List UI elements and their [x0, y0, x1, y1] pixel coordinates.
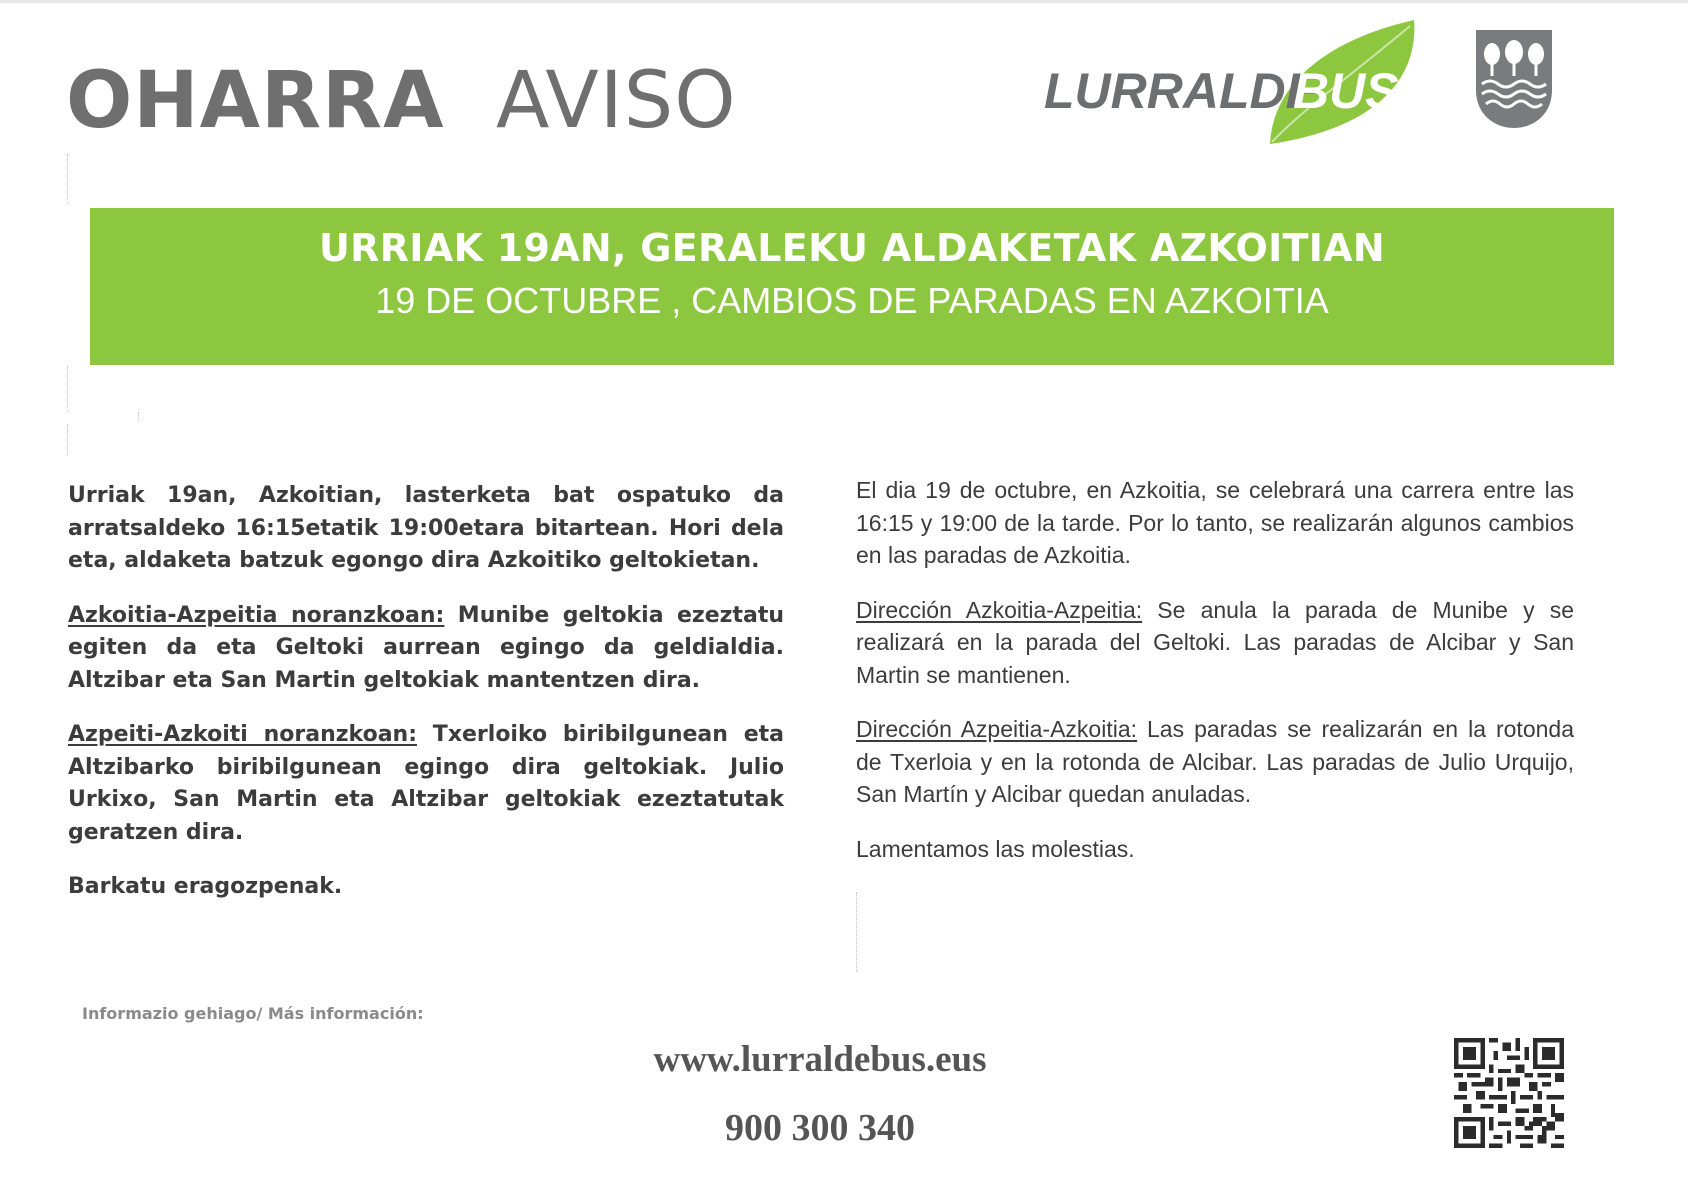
website-link[interactable]: www.lurraldebus.eus: [653, 1039, 987, 1080]
basque-direction-1-text: Munibe geltokia ezeztatu egiten da eta Geltoki aurrean egingo da geldialdia. Altzibar eta San Martin geltokiak mantentzen dira.: [68, 602, 784, 693]
phone-number: 900 300 340: [725, 1107, 915, 1149]
spanish-column: [856, 474, 1574, 887]
spanish-direction-1: [856, 594, 1574, 692]
basque-direction-1-label: Azkoitia-Azpeitia noranzkoan:: [68, 602, 445, 628]
top-rule: [0, 0, 1688, 3]
spanish-apology: Lamentamos las molestias.: [856, 835, 1135, 862]
spanish-direction-2-text: Las paradas se realizarán en la rotonda de Txerloia y en la rotonda de Alcibar. Las paradas de Julio Urquijo, San Martín y Alcibar quedan anuladas.: [856, 716, 1574, 807]
basque-intro: Urriak 19an, Azkoitian, lasterketa bat ospatuko da arratsaldeko 16:15etatik 19:00etara bitartean. Hori dela eta, aldaketa batzuk egongo dira Azkoitiko geltokietan.: [68, 483, 784, 573]
spanish-direction-1-label: Dirección Azkoitia-Azpeitia:: [856, 596, 1143, 623]
spanish-direction-2: [856, 713, 1574, 811]
title-spanish: AVISO: [496, 56, 737, 146]
guide-line: [856, 892, 857, 972]
lurraldebus-logo: [1040, 16, 1420, 144]
more-info-label: Informazio gehiago/ Más información:: [82, 1004, 424, 1023]
guide-line: [67, 154, 68, 204]
guide-line: [138, 412, 139, 420]
basque-apology: Barkatu eragozpenak.: [68, 874, 343, 899]
banner-heading-spanish: 19 DE OCTUBRE , CAMBIOS DE PARADAS EN AZKOITIA: [375, 280, 1329, 321]
gipuzkoa-crest-icon: [1474, 28, 1554, 130]
spanish-direction-1-text: Se anula la parada de Munibe y se realizará en la parada del Geltoki. Las paradas de Alcibar y San Martin se mantienen.: [856, 596, 1574, 688]
qr-code-icon: [1452, 1038, 1566, 1148]
basque-direction-2: [68, 719, 784, 849]
guide-line: [67, 424, 68, 456]
basque-direction-1: [68, 600, 784, 698]
headline-banner: [90, 208, 1614, 365]
basque-direction-2-label: Azpeiti-Azkoiti noranzkoan:: [68, 722, 418, 747]
basque-direction-2-text: Txerloiko biribilgunean eta Altzibarko biribilgunean egingo dira geltokiak. Julio Urkixo, San Martin eta Altzibar geltokiak ezeztatutak geratzen dira.: [68, 722, 785, 845]
spanish-direction-2-label: Dirección Azpeitia-Azkoitia:: [856, 716, 1138, 742]
basque-column: [68, 480, 784, 926]
guide-line: [67, 366, 68, 412]
logo-text-lurralde: LURRALDE: [1044, 63, 1319, 119]
banner-heading-basque: URRIAK 19AN, GERALEKU ALDAKETAK AZKOITIAN: [319, 226, 1385, 270]
title-basque: OHARRA: [66, 56, 445, 146]
spanish-intro: El dia 19 de octubre, en Azkoitia, se celebrará una carrera entre las 16:15 y 19:00 de la tarde. Por lo tanto, se realizarán algunos cambios en las paradas de Azkoitia.: [856, 477, 1574, 568]
page-title: [66, 56, 737, 146]
logo-text-bus: BUS: [1293, 63, 1399, 119]
